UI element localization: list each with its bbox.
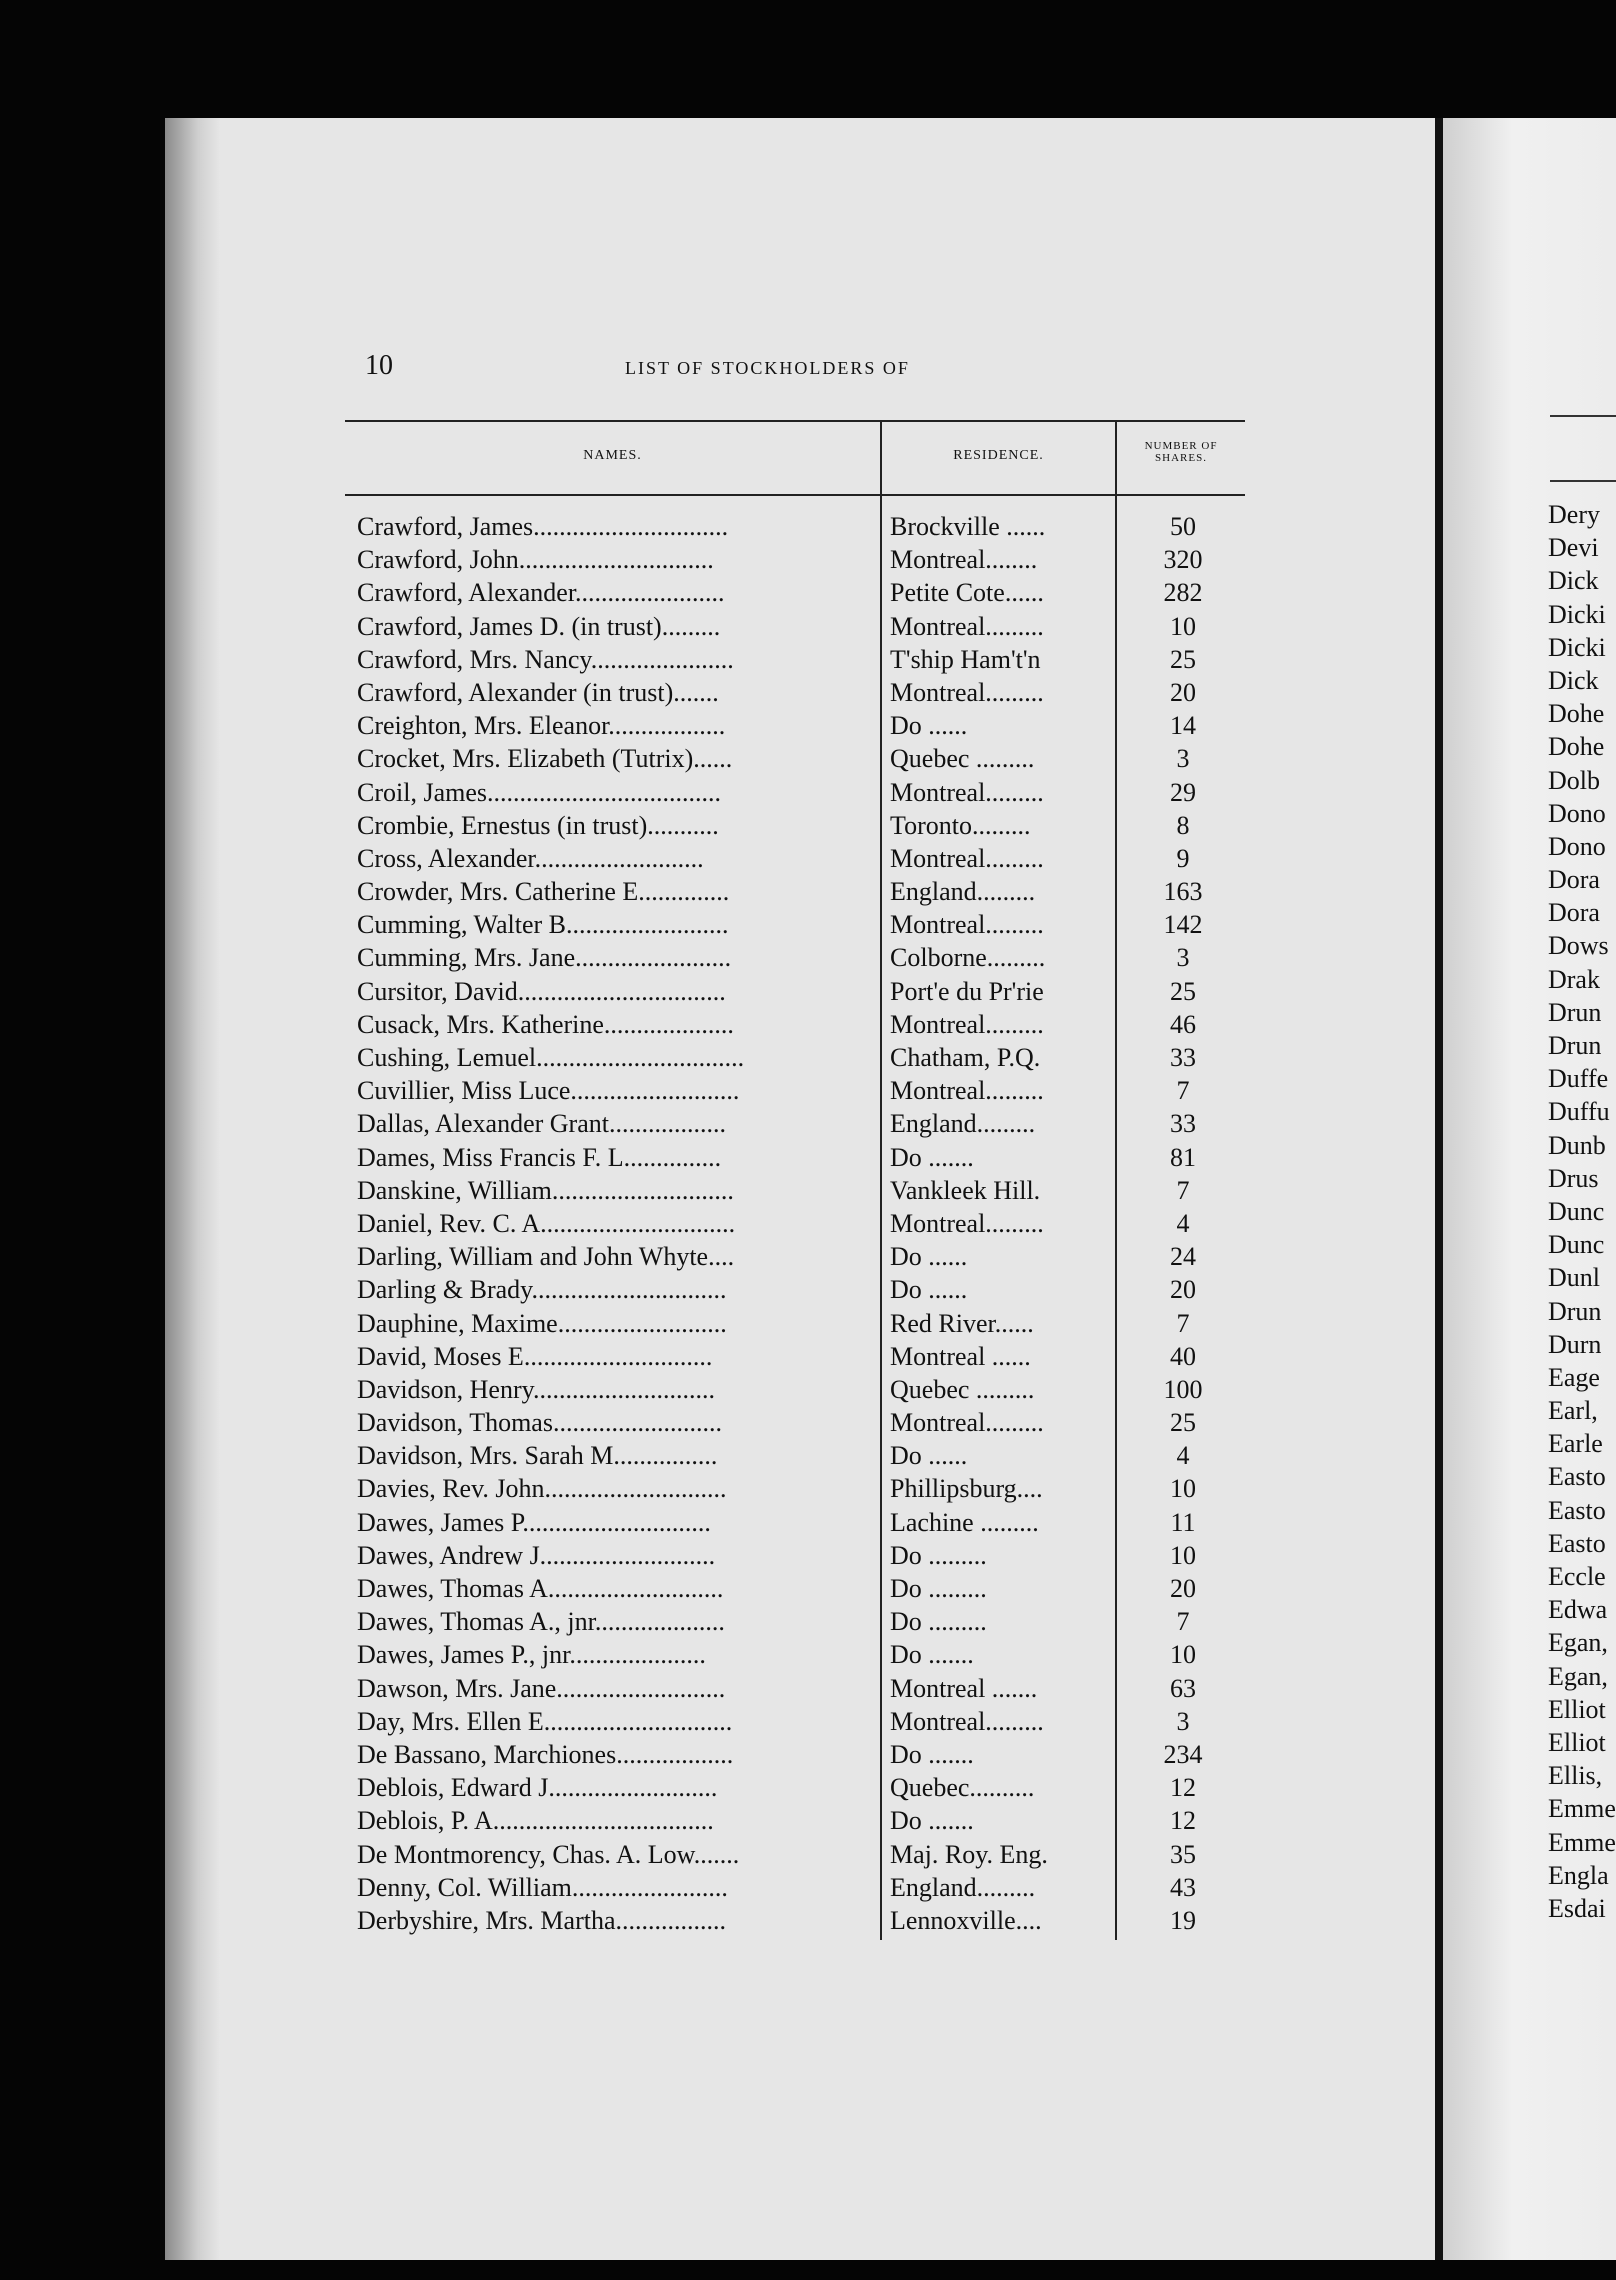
residence: Montreal ......: [890, 1341, 1031, 1371]
share-count: 24: [1170, 1242, 1196, 1272]
stockholder-name: Darling, William and John Whyte....: [357, 1242, 735, 1272]
table-row: [345, 1508, 1245, 1541]
stockholder-name: Croil, James....................................: [357, 777, 721, 807]
facing-page-name-fragment: Eccle: [1548, 1562, 1606, 1591]
facing-page-name-fragment: Easto: [1548, 1462, 1606, 1492]
facing-page-name-fragment: Egan,: [1548, 1628, 1608, 1658]
share-count: 7: [1176, 1308, 1190, 1338]
facing-page-name-fragment: Durn: [1548, 1329, 1602, 1359]
table-row: [345, 910, 1245, 943]
residence: Do ......: [890, 1441, 968, 1471]
table-row: [345, 1109, 1245, 1142]
table-row: [345, 1375, 1245, 1408]
facing-page-name-fragment: Dery: [1548, 500, 1600, 529]
book-gutter: [1435, 118, 1443, 2260]
share-count: 19: [1170, 1905, 1196, 1935]
facing-page-name-fragment: Emme: [1548, 1794, 1616, 1824]
share-count: 20: [1170, 677, 1196, 707]
facing-page-name-fragment: Dolb: [1548, 765, 1600, 795]
facing-page-name-fragment: Dohe: [1548, 732, 1605, 762]
share-count: 3: [1176, 1706, 1190, 1736]
share-count: 12: [1170, 1806, 1196, 1836]
facing-page-name-fragment: Dunl: [1548, 1263, 1600, 1293]
table-row: [345, 1474, 1245, 1507]
residence: Colborne.........: [890, 943, 1046, 973]
stockholder-name: Crombie, Ernestus (in trust)...........: [357, 810, 719, 840]
share-count: 33: [1170, 1043, 1196, 1072]
table-row: [345, 1010, 1245, 1043]
facing-page-name-fragment: Dows: [1548, 931, 1609, 961]
facing-page-name-fragment: Duffu: [1548, 1097, 1610, 1127]
table-row: [345, 744, 1245, 777]
residence: Montreal.........: [890, 1076, 1044, 1106]
page-number: 10: [365, 350, 393, 381]
facing-page-name-fragment: Dicki: [1548, 632, 1606, 662]
facing-page-name-fragment: Eage: [1548, 1362, 1600, 1392]
residence: Do .......: [890, 1640, 974, 1670]
stockholder-name: De Bassano, Marchiones..................: [357, 1739, 734, 1769]
residence: Toronto.........: [890, 810, 1031, 840]
facing-page-name-fragment: Drak: [1548, 964, 1600, 994]
table-row: [345, 645, 1245, 678]
facing-page-name-fragment: Drus: [1548, 1163, 1599, 1193]
share-count: 35: [1170, 1839, 1196, 1869]
residence: Quebec .........: [890, 744, 1035, 774]
table-row: [345, 711, 1245, 744]
stockholder-name: Crawford, John..............................: [357, 545, 714, 575]
share-count: 8: [1176, 810, 1190, 840]
residence: England.........: [890, 1872, 1036, 1902]
table-row: [345, 1740, 1245, 1773]
stockholder-name: De Montmorency, Chas. A. Low.......: [357, 1839, 740, 1869]
table-row: [345, 1541, 1245, 1574]
table-row: [345, 545, 1245, 578]
share-count: 25: [1170, 1408, 1196, 1438]
facing-page-name-fragment: Elliot: [1548, 1694, 1606, 1724]
stockholder-name: Derbyshire, Mrs. Martha.................: [357, 1905, 726, 1935]
facing-page-name-fragment: Dora: [1548, 865, 1600, 895]
facing-page-name-fragment: Earl,: [1548, 1396, 1598, 1426]
facing-page-name-fragment: Emme: [1548, 1827, 1616, 1857]
facing-page-name-fragment: Earle: [1548, 1429, 1603, 1459]
facing-page-name-fragment: Dunc: [1548, 1196, 1605, 1226]
facing-page-name-fragment: Dick: [1548, 566, 1599, 596]
stockholder-name: Davidson, Henry............................: [357, 1374, 715, 1404]
facing-page-name-fragment: Engla: [1548, 1860, 1609, 1890]
table-row: [345, 512, 1245, 545]
facing-page-name-fragment: Dono: [1548, 831, 1606, 861]
residence: Phillipsburg....: [890, 1474, 1043, 1504]
share-count: 12: [1170, 1773, 1196, 1803]
residence: Do ......: [890, 1275, 968, 1305]
residence: Do .......: [890, 1806, 974, 1836]
stockholder-name: David, Moses E.............................: [357, 1341, 713, 1371]
table-header-rule: [345, 494, 1245, 496]
facing-page-name-fragment: Dora: [1548, 898, 1600, 928]
table-row: [345, 1607, 1245, 1640]
stockholder-name: Davidson, Mrs. Sarah M................: [357, 1441, 718, 1471]
table-row: [345, 1806, 1245, 1839]
residence: Do ......: [890, 1242, 968, 1272]
table-row: [345, 1574, 1245, 1607]
table-row: [345, 844, 1245, 877]
facing-page-rule: [1550, 480, 1616, 482]
share-count: 142: [1163, 910, 1203, 940]
stockholder-name: Crowder, Mrs. Catherine E..............: [357, 877, 730, 907]
residence: Montreal........: [890, 545, 1038, 575]
stockholder-name: Day, Mrs. Ellen E.............................: [357, 1706, 733, 1736]
column-header-shares: NUMBER OF SHARES.: [1144, 440, 1218, 464]
stockholder-name: Dames, Miss Francis F. L...............: [357, 1142, 722, 1172]
table-row: [345, 578, 1245, 611]
residence: Montreal.........: [890, 777, 1044, 807]
residence: Vankleek Hill.: [890, 1175, 1041, 1205]
facing-page-rule: [1550, 415, 1616, 417]
residence: Montreal.........: [890, 1208, 1044, 1238]
table-row: [345, 1873, 1245, 1906]
table-row: [345, 1408, 1245, 1441]
residence: T'ship Ham't'n: [890, 644, 1041, 674]
table-row: [345, 1674, 1245, 1707]
residence: England.........: [890, 877, 1036, 907]
table-row: [345, 1309, 1245, 1342]
share-count: 7: [1176, 1175, 1190, 1205]
column-header-residence: RESIDENCE.: [953, 448, 1044, 463]
facing-page-name-fragment: Dunc: [1548, 1230, 1605, 1260]
table-row: [345, 943, 1245, 976]
residence: Do .........: [890, 1540, 987, 1570]
table-row: [345, 811, 1245, 844]
facing-page-name-fragment: Easto: [1548, 1495, 1606, 1525]
share-count: 9: [1176, 843, 1190, 873]
running-title: LIST OF STOCKHOLDERS OF: [625, 358, 910, 378]
share-count: 282: [1163, 578, 1203, 608]
facing-page-name-fragment: Dohe: [1548, 699, 1605, 729]
residence: Do .........: [890, 1574, 987, 1603]
share-count: 40: [1170, 1341, 1196, 1371]
residence: Montreal.........: [890, 1706, 1044, 1736]
table-row: [345, 1342, 1245, 1375]
residence: Do .......: [890, 1142, 974, 1172]
share-count: 3: [1176, 744, 1190, 774]
stockholder-name: Dawes, James P., jnr.....................: [357, 1640, 706, 1670]
share-count: 14: [1170, 711, 1196, 741]
share-count: 11: [1170, 1507, 1196, 1537]
stockholder-name: Darling & Brady..............................: [357, 1275, 727, 1305]
table-row: [345, 778, 1245, 811]
table-row: [345, 977, 1245, 1010]
share-count: 3: [1176, 943, 1190, 973]
stockholder-name: Crawford, James D. (in trust).........: [357, 611, 721, 641]
stockholder-name: Crawford, Alexander.......................: [357, 578, 725, 608]
facing-page-name-fragment: Dunb: [1548, 1130, 1606, 1160]
residence: Montreal.........: [890, 843, 1044, 873]
table-row: [345, 877, 1245, 910]
stockholder-name: Dawson, Mrs. Jane..........................: [357, 1673, 726, 1703]
residence: Montreal.........: [890, 611, 1044, 641]
residence: Maj. Roy. Eng.: [890, 1839, 1048, 1869]
facing-page-name-fragment: Dicki: [1548, 599, 1606, 629]
residence: Red River......: [890, 1308, 1034, 1338]
share-count: 50: [1170, 512, 1196, 541]
stockholder-name: Cuvillier, Miss Luce..........................: [357, 1076, 740, 1106]
stockholder-name: Cusack, Mrs. Katherine....................: [357, 1009, 734, 1039]
facing-page-name-fragment: Drun: [1548, 1296, 1602, 1326]
table-row: [345, 1043, 1245, 1076]
residence: Brockville ......: [890, 512, 1046, 541]
facing-page-name-fragment: Devi: [1548, 533, 1599, 563]
share-count: 320: [1163, 545, 1203, 575]
column-header-names: NAMES.: [583, 448, 642, 463]
residence: Montreal.........: [890, 910, 1044, 940]
stockholder-name: Deblois, P. A..................................: [357, 1806, 714, 1836]
stockholder-name: Dallas, Alexander Grant..................: [357, 1109, 726, 1139]
share-count: 43: [1170, 1872, 1196, 1902]
residence: Do .........: [890, 1607, 987, 1637]
facing-page-name-fragment: Dono: [1548, 798, 1606, 828]
share-count: 163: [1163, 877, 1203, 907]
residence: Lachine .........: [890, 1507, 1039, 1537]
table-row: [345, 1840, 1245, 1873]
stockholder-name: Dawes, James P.............................: [357, 1507, 711, 1537]
stockholder-name: Davies, Rev. John............................: [357, 1474, 727, 1504]
stockholder-name: Cushing, Lemuel................................: [357, 1043, 745, 1072]
table-row: [345, 1209, 1245, 1242]
stockholder-name: Creighton, Mrs. Eleanor..................: [357, 711, 726, 741]
residence: Montreal.........: [890, 1009, 1044, 1039]
share-count: 100: [1163, 1374, 1203, 1404]
stockholder-name: Deblois, Edward J..........................: [357, 1773, 718, 1803]
facing-page-name-fragment: Drun: [1548, 1031, 1602, 1060]
facing-page-name-fragment: Egan,: [1548, 1661, 1608, 1691]
share-count: 29: [1170, 777, 1196, 807]
facing-page-name-fragment: Esdai: [1548, 1893, 1606, 1923]
facing-page-name-fragment: Drun: [1548, 997, 1602, 1027]
table-row: [345, 612, 1245, 645]
table-row: [345, 678, 1245, 711]
share-count: 10: [1170, 1640, 1196, 1670]
facing-page-column: [1548, 500, 1616, 1927]
residence: Montreal .......: [890, 1673, 1038, 1703]
stockholder-name: Denny, Col. William........................: [357, 1872, 728, 1902]
residence: Petite Cote......: [890, 578, 1044, 608]
share-count: 63: [1170, 1673, 1196, 1703]
table-row: [345, 1441, 1245, 1474]
table-row: [345, 1906, 1245, 1939]
share-count: 81: [1170, 1142, 1196, 1172]
table-row: [345, 1176, 1245, 1209]
table-row: [345, 1076, 1245, 1109]
table-top-rule: [345, 420, 1245, 422]
share-count: 234: [1163, 1739, 1203, 1769]
residence: Port'e du Pr'rie: [890, 976, 1044, 1006]
stockholder-name: Crawford, James..............................: [357, 512, 729, 541]
table-body: [345, 512, 1245, 1939]
facing-page-name-fragment: Elliot: [1548, 1727, 1606, 1757]
share-count: 20: [1170, 1574, 1196, 1603]
facing-page-name-fragment: Ellis,: [1548, 1761, 1603, 1791]
share-count: 10: [1170, 611, 1196, 641]
share-count: 25: [1170, 976, 1196, 1006]
stockholder-name: Crawford, Alexander (in trust).......: [357, 677, 719, 707]
residence: Quebec .........: [890, 1374, 1035, 1404]
residence: Montreal.........: [890, 1408, 1044, 1438]
residence: Lennoxville....: [890, 1905, 1042, 1935]
table-row: [345, 1275, 1245, 1308]
stockholder-name: Danskine, William............................: [357, 1175, 734, 1205]
share-count: 10: [1170, 1474, 1196, 1504]
table-row: [345, 1773, 1245, 1806]
stockholder-name: Daniel, Rev. C. A..............................: [357, 1208, 736, 1238]
stockholder-name: Dawes, Thomas A., jnr....................: [357, 1607, 725, 1637]
share-count: 46: [1170, 1009, 1196, 1039]
stockholder-name: Crocket, Mrs. Elizabeth (Tutrix)......: [357, 744, 733, 774]
share-count: 20: [1170, 1275, 1196, 1305]
share-count: 10: [1170, 1540, 1196, 1570]
residence: Do .......: [890, 1739, 974, 1769]
residence: Do ......: [890, 711, 968, 741]
stockholder-name: Cumming, Walter B.........................: [357, 910, 729, 940]
residence: Montreal.........: [890, 677, 1044, 707]
stockholder-name: Davidson, Thomas..........................: [357, 1408, 722, 1438]
table-row: [345, 1143, 1245, 1176]
stockholder-name: Dawes, Thomas A...........................: [357, 1574, 724, 1603]
residence: Quebec..........: [890, 1773, 1035, 1803]
stockholder-name: Cursitor, David................................: [357, 976, 726, 1006]
stockholder-name: Cross, Alexander..........................: [357, 843, 704, 873]
stockholder-name: Dawes, Andrew J...........................: [357, 1540, 716, 1570]
stockholder-name: Cumming, Mrs. Jane........................: [357, 943, 732, 973]
table-row: [345, 1242, 1245, 1275]
table-row: [345, 1707, 1245, 1740]
facing-page-name-fragment: Duffe: [1548, 1064, 1609, 1094]
share-count: 7: [1176, 1607, 1190, 1637]
share-count: 33: [1170, 1109, 1196, 1139]
share-count: 4: [1176, 1208, 1190, 1238]
share-count: 25: [1170, 644, 1196, 674]
table-row: [345, 1640, 1245, 1673]
share-count: 4: [1176, 1441, 1190, 1471]
share-count: 7: [1176, 1076, 1190, 1106]
facing-page-name-fragment: Easto: [1548, 1528, 1606, 1558]
residence: England.........: [890, 1109, 1036, 1139]
facing-page-name-fragment: Edwa: [1548, 1595, 1608, 1625]
stockholder-name: Dauphine, Maxime..........................: [357, 1308, 727, 1338]
facing-page-name-fragment: Dick: [1548, 665, 1599, 695]
stockholder-name: Crawford, Mrs. Nancy......................: [357, 644, 734, 674]
residence: Chatham, P.Q.: [890, 1043, 1041, 1072]
page-header: [365, 350, 985, 390]
